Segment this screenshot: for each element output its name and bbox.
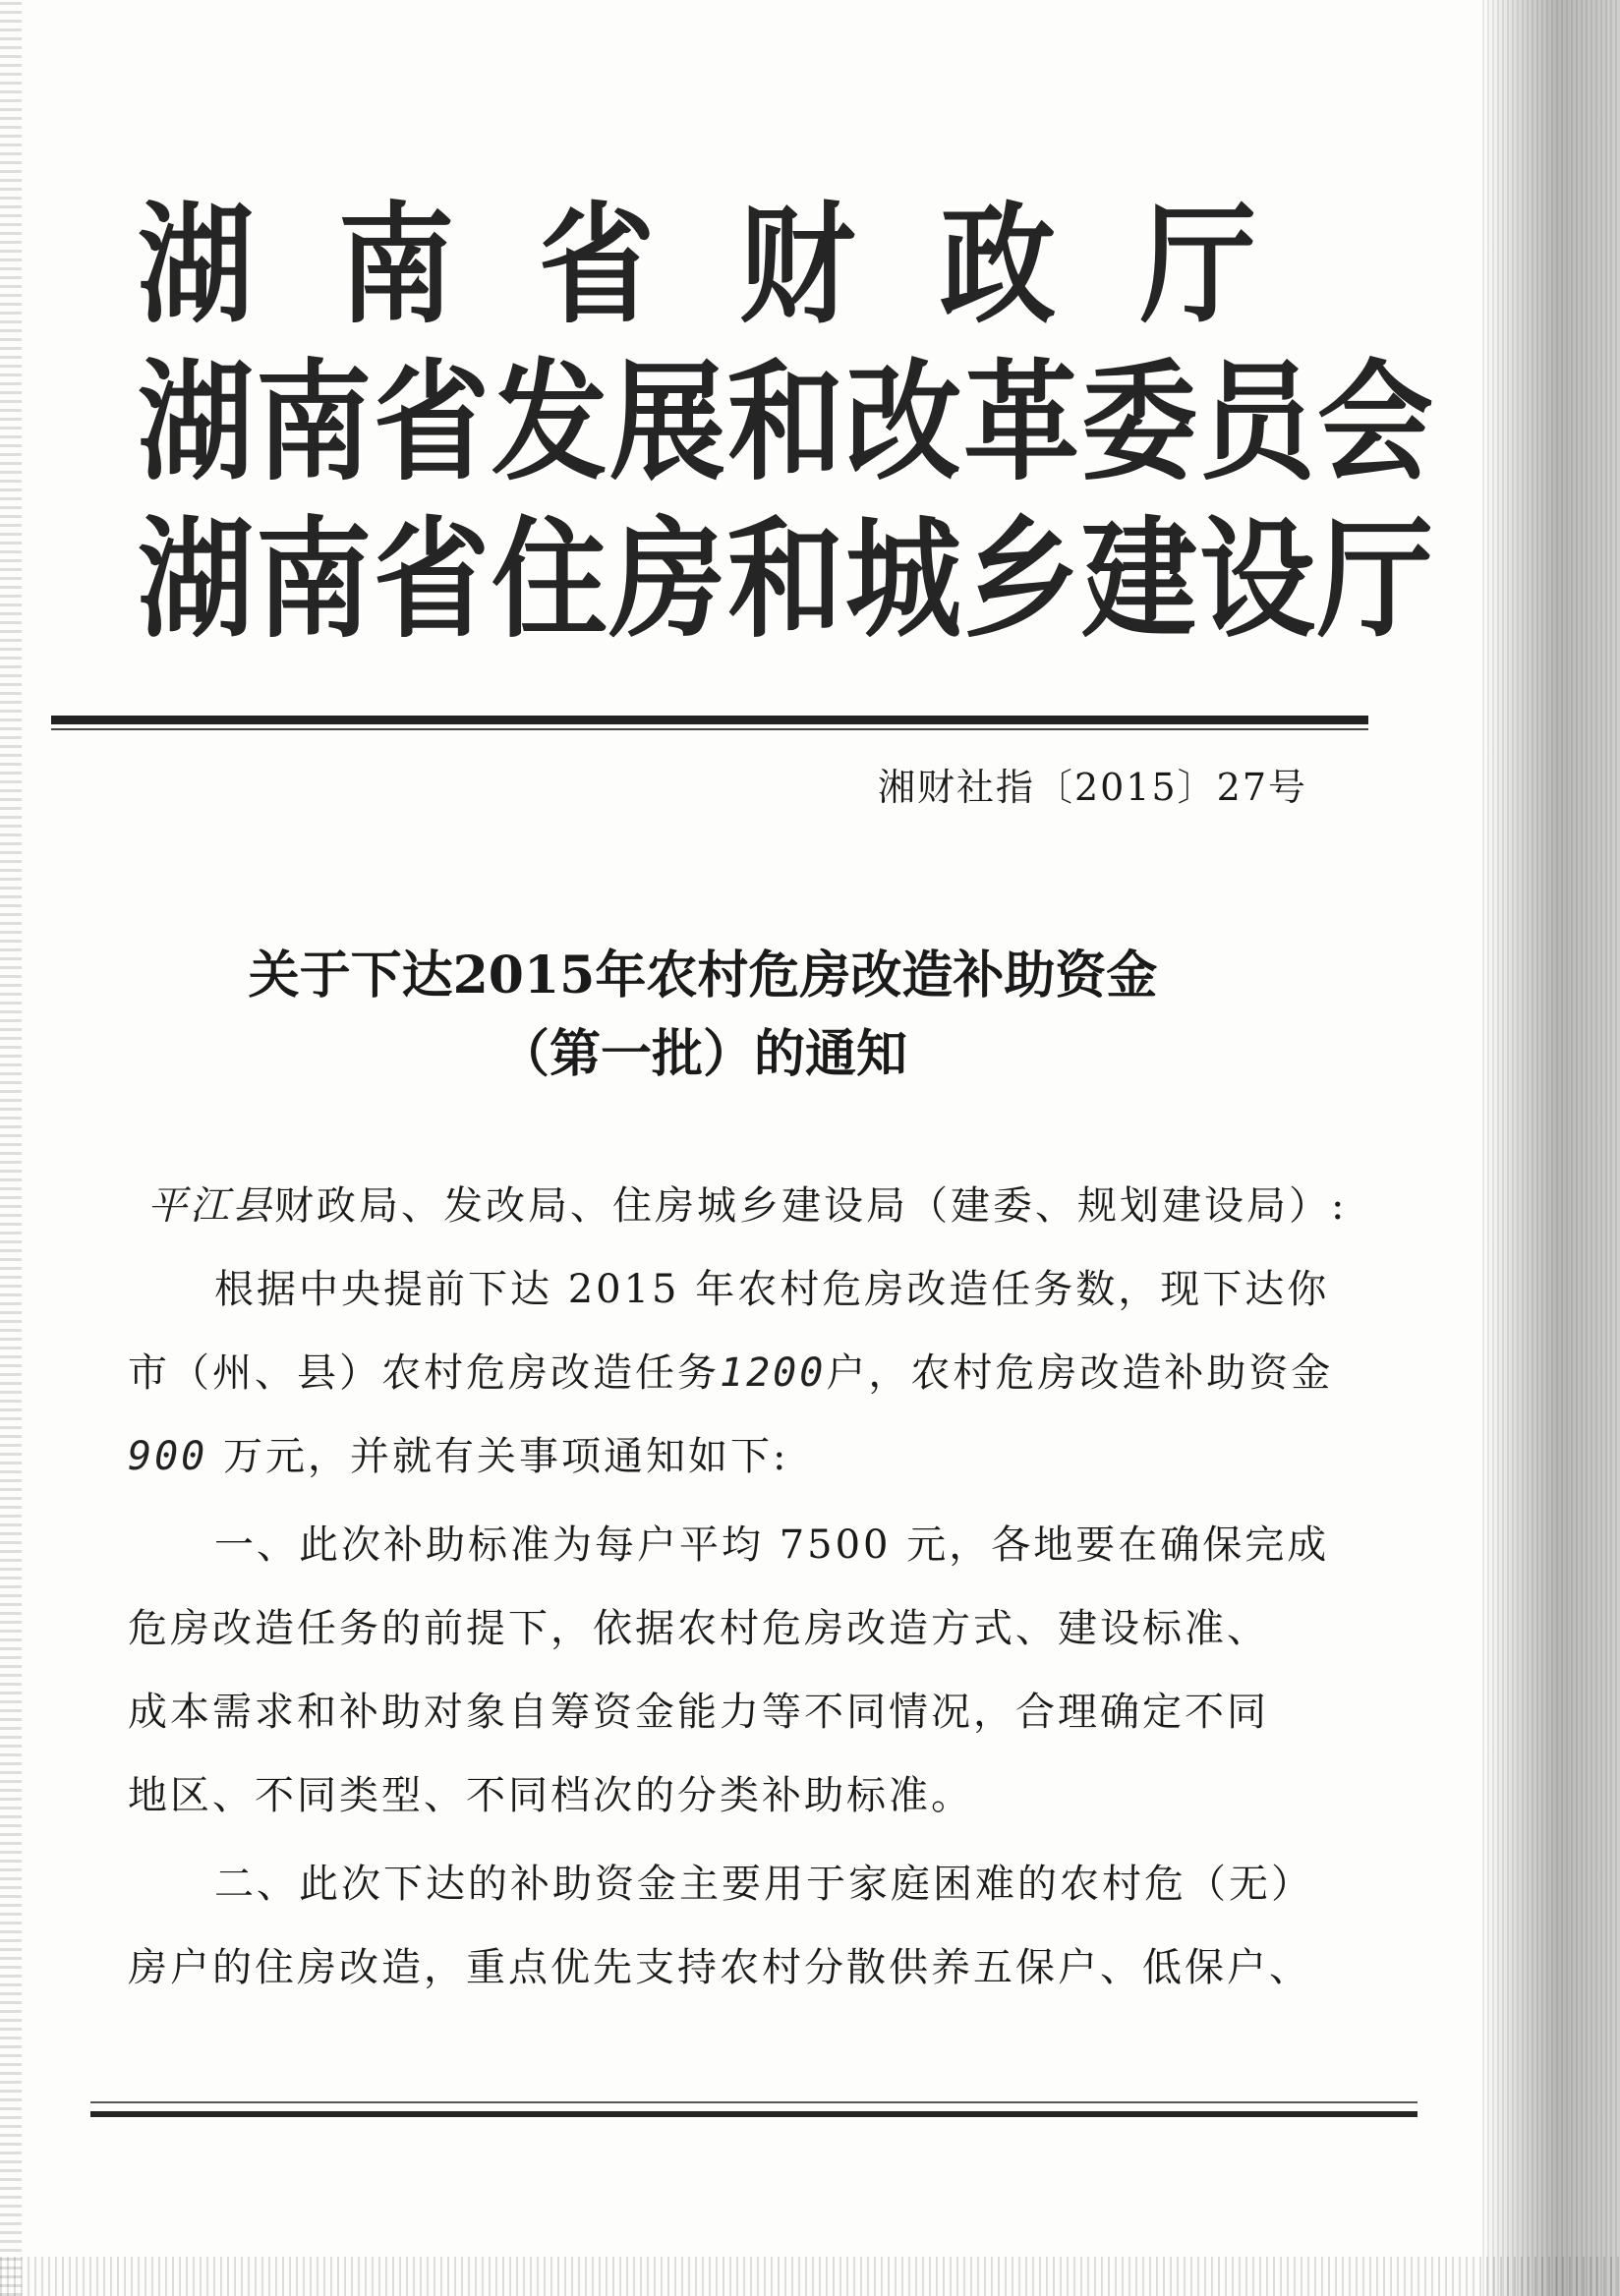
body-line: 地区、不同类型、不同档次的分类补助标准。	[128, 1773, 973, 1818]
scan-noise-left	[0, 0, 22, 2296]
handwritten-task-count: 1200	[720, 1350, 827, 1396]
document-header	[138, 177, 1436, 656]
scan-noise-right	[1482, 0, 1620, 2296]
body-text: 户，农村危房改造补助资金	[826, 1350, 1334, 1396]
scan-noise-bottom	[0, 2257, 1620, 2296]
body-line: 根据中央提前下达 2015 年农村危房改造任务数，现下达你	[214, 1267, 1330, 1312]
footer-divider-thin	[90, 2101, 1418, 2103]
body-line	[128, 1425, 788, 1481]
body-text: 万元，并就有关事项通知如下:	[207, 1434, 789, 1479]
agency-name: 湖南省发展和改革委员会	[138, 346, 1436, 498]
handwritten-county: 平江县	[147, 1183, 274, 1229]
document-title-line: （第一批）的通知	[497, 1024, 907, 1084]
agency-name: 湖南省财政厅	[138, 189, 1342, 341]
footer-divider	[90, 2111, 1418, 2117]
addressee-text: 财政局、发改局、住房城乡建设局（建委、规划建设局）:	[274, 1183, 1348, 1229]
body-line: 房户的住房改造，重点优先支持农村分散供养五保户、低保户、	[128, 1945, 1311, 1990]
addressee-line	[147, 1175, 1347, 1231]
body-line: 成本需求和补助对象自筹资金能力等不同情况，合理确定不同	[128, 1690, 1269, 1735]
handwritten-amount: 900	[128, 1434, 208, 1479]
document-number: 湘财社指〔2015〕27号	[877, 766, 1307, 809]
document-title-line: 关于下达2015年农村危房改造补助资金	[248, 946, 1158, 1005]
body-line: 一、此次补助标准为每户平均 7500 元，各地要在确保完成	[214, 1522, 1330, 1568]
body-line	[128, 1342, 1333, 1398]
body-text: 市（州、县）农村危房改造任务	[128, 1350, 720, 1396]
header-divider	[51, 716, 1368, 724]
body-line: 危房改造任务的前提下，依据农村危房改造方式、建设标准、	[128, 1606, 1269, 1651]
body-line: 二、此次下达的补助资金主要用于家庭困难的农村危（无）	[214, 1862, 1313, 1907]
agency-name: 湖南省住房和城乡建设厅	[138, 503, 1436, 656]
header-divider-thin	[51, 728, 1368, 730]
